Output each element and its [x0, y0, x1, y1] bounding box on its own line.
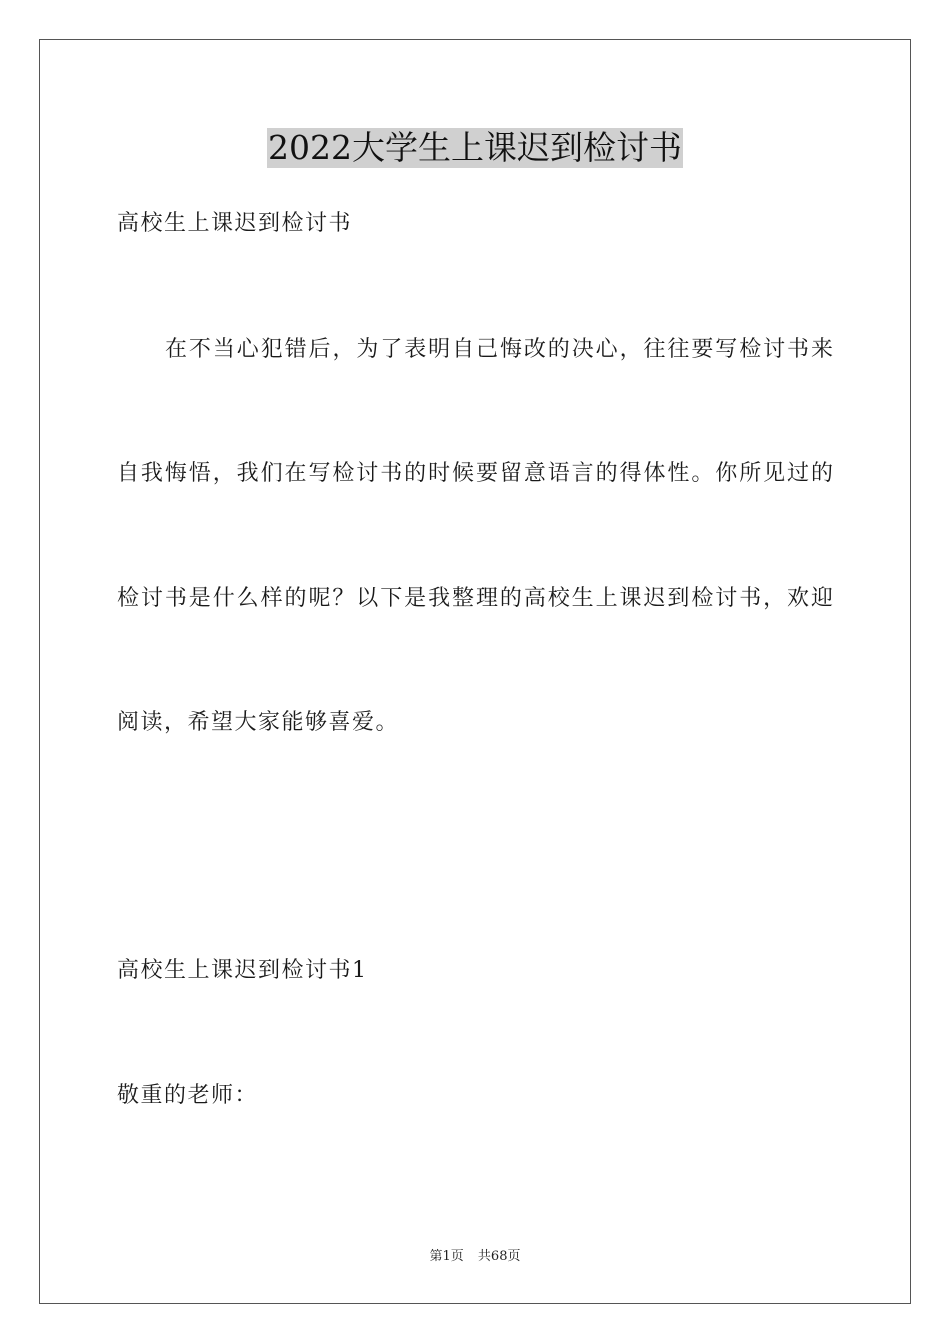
document-subtitle: 高校生上课迟到检讨书	[117, 211, 353, 236]
intro-paragraph-line-2: 自我悔悟，我们在写检讨书的时候要留意语言的得体性。你所见过的	[117, 461, 833, 486]
intro-paragraph-line-1: 在不当心犯错后，为了表明自己悔改的决心，往往要写检讨书来	[165, 337, 833, 362]
intro-paragraph-line-4: 阅读，希望大家能够喜爱。	[117, 710, 400, 735]
document-title: 2022大学生上课迟到检讨书	[268, 128, 682, 167]
title-container	[0, 128, 950, 168]
salutation: 敬重的老师：	[117, 1083, 259, 1108]
intro-paragraph-line-3: 检讨书是什么样的呢？以下是我整理的高校生上课迟到检讨书，欢迎	[117, 586, 833, 611]
section-heading: 高校生上课迟到检讨书1	[117, 958, 368, 983]
page-number-footer: 第1页 共68页	[429, 1249, 521, 1264]
